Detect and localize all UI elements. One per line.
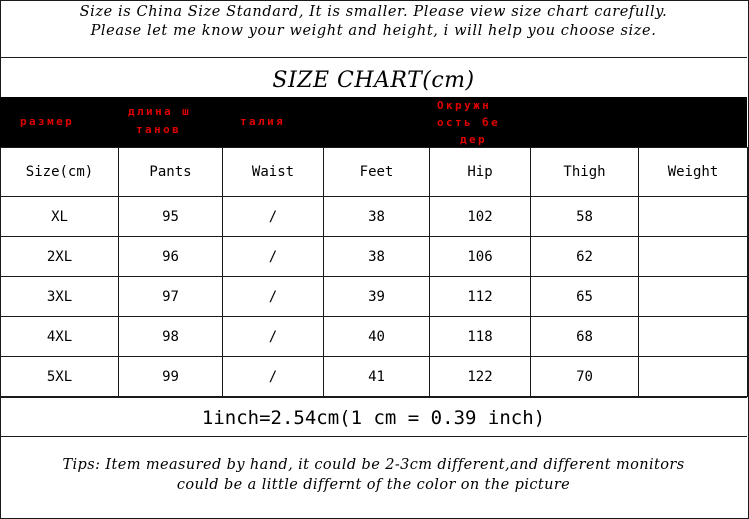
cell-hip: 106 (430, 237, 531, 277)
unit-conversion: 1inch=2.54cm(1 cm = 0.39 inch) (0, 397, 747, 437)
cell-pants: 99 (119, 357, 223, 397)
cell-thigh: 70 (531, 357, 639, 397)
cell-feet: 39 (324, 277, 430, 317)
cell-pants: 96 (119, 237, 223, 277)
russian-label-pants-length-1: длина ш (128, 105, 192, 118)
cell-waist: / (223, 197, 324, 237)
cell-weight (639, 317, 748, 357)
tips-line-1: Tips: Item measured by hand, it could be 2-3cm different,and different monitors (62, 457, 685, 473)
tips-line-2: could be a little differnt of the color on the picture (176, 477, 571, 493)
cell-pants: 97 (119, 277, 223, 317)
size-table (0, 147, 748, 397)
cell-hip: 102 (430, 197, 531, 237)
russian-label-waist: талия (240, 115, 286, 128)
cell-size: XL (1, 197, 119, 237)
russian-header-band (0, 97, 747, 147)
table-row (1, 277, 748, 317)
table-row (1, 317, 748, 357)
cell-waist: / (223, 357, 324, 397)
cell-hip: 118 (430, 317, 531, 357)
cell-pants: 95 (119, 197, 223, 237)
column-header-hip: Hip (430, 148, 531, 197)
cell-waist: / (223, 237, 324, 277)
notice-line-2: Please let me know your weight and height, i will help you choose size. (90, 23, 657, 39)
cell-feet: 41 (324, 357, 430, 397)
column-header-feet: Feet (324, 148, 430, 197)
cell-thigh: 65 (531, 277, 639, 317)
column-header-thigh: Thigh (531, 148, 639, 197)
cell-waist: / (223, 317, 324, 357)
cell-feet: 38 (324, 197, 430, 237)
chart-title: SIZE CHART(cm) (272, 68, 475, 93)
table-row (1, 197, 748, 237)
russian-label-hip-1: Окружн (437, 99, 492, 112)
table-row (1, 357, 748, 397)
cell-size: 5XL (1, 357, 119, 397)
cell-feet: 40 (324, 317, 430, 357)
cell-hip: 122 (430, 357, 531, 397)
cell-thigh: 62 (531, 237, 639, 277)
russian-label-hip-2: ость бе (437, 116, 501, 129)
column-header-weight: Weight (639, 148, 748, 197)
column-header-waist: Waist (223, 148, 324, 197)
cell-weight (639, 237, 748, 277)
size-notice (0, 0, 747, 58)
cell-weight (639, 357, 748, 397)
russian-label-pants-length-2: танов (136, 123, 182, 136)
cell-size: 2XL (1, 237, 119, 277)
column-header-size: Size(cm) (1, 148, 119, 197)
russian-label-hip-3: дер (460, 133, 488, 146)
russian-label-size: размер (20, 115, 75, 128)
cell-weight (639, 197, 748, 237)
cell-size: 4XL (1, 317, 119, 357)
cell-pants: 98 (119, 317, 223, 357)
cell-thigh: 58 (531, 197, 639, 237)
table-header-row (1, 148, 748, 197)
cell-weight (639, 277, 748, 317)
cell-hip: 112 (430, 277, 531, 317)
cell-thigh: 68 (531, 317, 639, 357)
table-row (1, 237, 748, 277)
cell-size: 3XL (1, 277, 119, 317)
column-header-pants: Pants (119, 148, 223, 197)
cell-feet: 38 (324, 237, 430, 277)
tips-note (0, 455, 747, 495)
cell-waist: / (223, 277, 324, 317)
notice-line-1: Size is China Size Standard, It is smaller. Please view size chart carefully. (79, 4, 668, 20)
